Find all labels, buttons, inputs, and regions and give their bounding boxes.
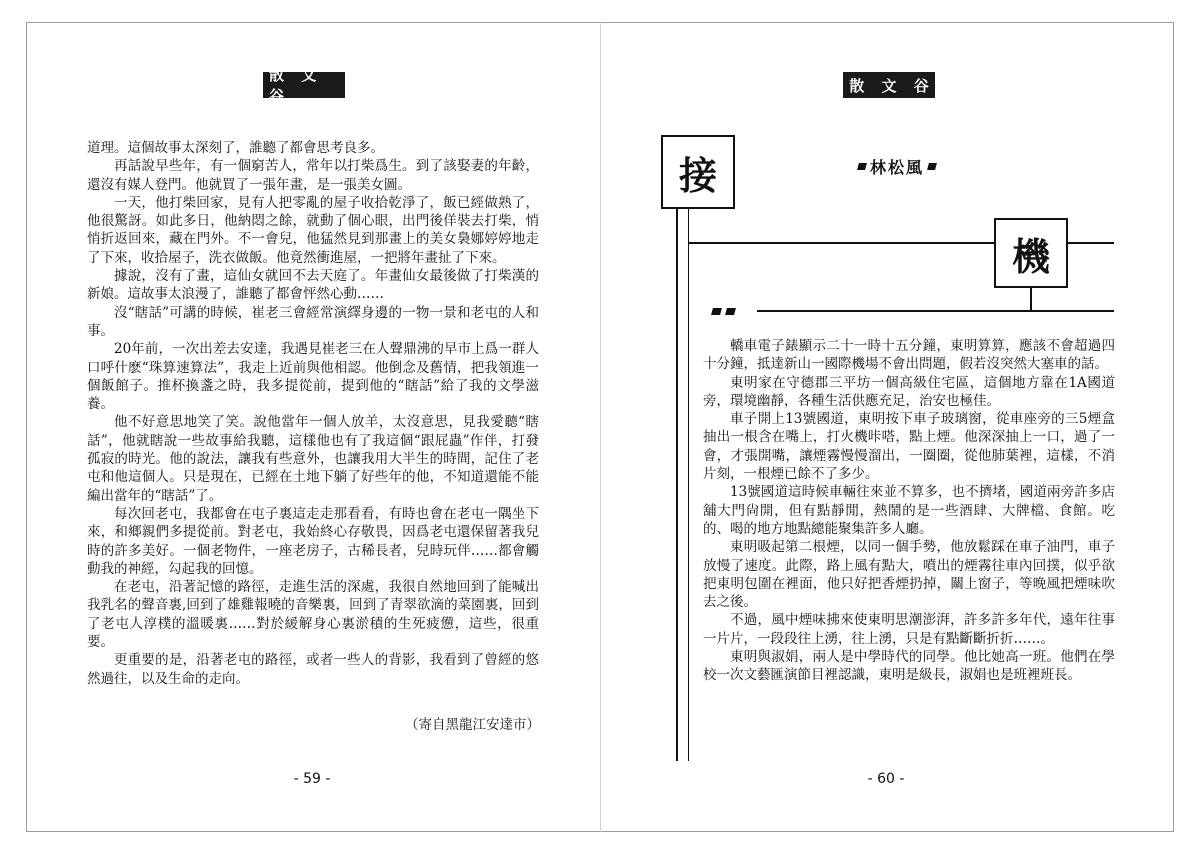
left-page-number: - 59 - bbox=[293, 771, 331, 787]
left-section-label: 散 文 谷 bbox=[263, 72, 345, 98]
paragraph: 沒“瞎話”可講的時候，崔老三會經常演繹身邊的一物一景和老屯的人和事。 bbox=[87, 304, 539, 339]
paragraph: 東明吸起第二根煙，以同一個手勢，他放鬆踩在車子油門，車子放慢了速度。此際，路上風有點大，噴出的煙霧往車內回撲，似乎欲把東明包圍在裡面，他只好把香煙扔掉，關上窗子，等晚風把煙味吹去之後。 bbox=[703, 539, 1115, 611]
page-gutter bbox=[600, 22, 601, 832]
square-bullet-icon bbox=[927, 163, 937, 170]
paragraph: 據說，沒有了畫，這仙女就回不去天庭了。年畫仙女最後做了打柴漢的新娘。這故事太浪漫了，誰聽了都會怦然心動…… bbox=[87, 268, 539, 303]
square-bullet-icon bbox=[711, 308, 722, 315]
author-name: 林松風 bbox=[869, 158, 924, 177]
paragraph: 13號國道這時候車輛往來並不算多，也不擠堵，國道兩旁許多店舖大門尙開，但有點靜閒，熱鬧的是一些酒肆、大牌檔、食館。吃的、喝的地方地點總能聚集許多人廳。 bbox=[703, 484, 1115, 537]
right-article-body bbox=[703, 337, 1115, 685]
right-section-label: 散 文 谷 bbox=[843, 72, 935, 98]
left-article-body bbox=[87, 139, 539, 688]
paragraph: 車子開上13號國道，東明按下車子玻璃窗，從車座旁的三5煙盒抽出一根含在嘴上，打火機咔嗒，點上煙。他深深抽上一口，過了一會，才張開嘴，讓煙霧慢慢溜出，一圈圈，從他肺葉裡，這樣，不消片刻，一根煙已餘不了多少。 bbox=[703, 411, 1115, 483]
paragraph: 更重要的是，沿著老屯的路徑，或者一些人的背影，我看到了曾經的悠然過往，以及生命的走向。 bbox=[87, 652, 539, 687]
paragraph: 轎車電子錶顯示二十一時十五分鐘，東明算算，應該不會超過四十分鐘，抵達新山一國際機場不會出問題，假若沒突然大塞車的話。 bbox=[703, 338, 1115, 373]
paragraph: 每次回老屯，我都會在屯子裏這走走那看看，有時也會在老屯一隅坐下來，和鄉親們多提從前。對老屯，我始終心存敬畏，因爲老屯還保留著我兒時的許多美好。一個老物件，一座老房子，古稀長者，兒時玩伴……都會觸動我的神經，勾起我的回憶。 bbox=[87, 505, 539, 577]
paragraph: 一天，他打柴回家，見有人把零亂的屋子收拾乾淨了，飯已經做熟了，他很驚訝。如此多日，他納悶之餘，就動了個心眼，出門後佯裝去打柴，悄悄折返回來，藏在門外。不一會兒，他猛然見到那畫上的美女裊娜婷婷地走了下來，收拾屋子，洗衣做飯。他竟然衝進屋，一把將年畫扯了下來。 bbox=[87, 194, 539, 266]
title-char: 機 bbox=[1011, 233, 1050, 279]
article-source: （寄自黑龍江安達市） bbox=[405, 717, 540, 733]
title-char-box-2 bbox=[994, 218, 1068, 288]
paragraph: 道理。這個故事太深刻了，誰聽了都會思考良多。 bbox=[87, 140, 384, 156]
title-frame-line bbox=[688, 209, 689, 761]
paragraph: 東明家在守德郡三平坊一個高級住宅區，這個地方靠在1A國道旁，環境幽靜，各種生活供應充足，治安也極佳。 bbox=[703, 374, 1115, 409]
square-bullet-icon bbox=[725, 308, 736, 315]
title-frame-line bbox=[676, 209, 678, 761]
paragraph: 東明與淑娟，兩人是中學時代的同學。他比她高一班。他們在學校一次文藝匯演節目裡認識，東明是級長，淑娟也是班裡班長。 bbox=[703, 649, 1115, 684]
title-char-box-1 bbox=[661, 135, 735, 209]
title-char: 接 bbox=[678, 152, 717, 198]
author-line bbox=[838, 155, 956, 178]
paragraph: 不過，風中煙味拂來使東明思潮澎湃，許多許多年代，遠年往事一片片，一段段往上湧，往上湧，只是有點斷斷折折……。 bbox=[703, 612, 1115, 647]
paragraph: 在老屯，沿著記憶的路徑，走進生活的深處，我很自然地回到了能喊出我乳名的聲音裏,回到了雄雞報曉的音樂裏，回到了青翠欲滴的菜園裏，回到了老屯人淳樸的溫暖裏……對於緩解身心裏淤積的生死疲憊，這些，很重要。 bbox=[87, 579, 539, 651]
title-frame-line bbox=[1030, 288, 1032, 312]
title-frame-line bbox=[1068, 242, 1114, 244]
title-frame-line bbox=[688, 242, 994, 244]
paragraph: 再話說早些年，有一個窮苦人，常年以打柴爲生。到了該娶妻的年齡，還沒有媒人登門。他就買了一張年畫，是一張美女圖。 bbox=[87, 158, 539, 193]
paragraph: 他不好意思地笑了笑。說他當年一個人放羊，太沒意思，見我愛聽“瞎話”，他就瞎說一些故事給我聽，這樣他也有了我這個“跟屁蟲”作伴，打發孤寂的時光。他的說法，讓我有些意外，也讓我用大半生的時間，記住了老屯和他這個人。只是現在，已經在土地下躺了好些年的他，不知道還能不能編出當年的“瞎話”了。 bbox=[87, 414, 539, 504]
right-page-number: - 60 - bbox=[867, 771, 905, 787]
section-divider-marks bbox=[712, 308, 735, 315]
paragraph: 20年前，一次出差去安達，我遇見崔老三在人聲鼎沸的早市上爲一群人口呼什麽“珠算速算法”，我走上近前與他相認。他倒念及舊情，把我領進一個飯館子。推杯換盞之時，我多提從前，提到他的“瞎話”給了我的文學滋養。 bbox=[87, 341, 539, 413]
title-frame-line bbox=[757, 310, 1114, 312]
square-bullet-icon bbox=[857, 163, 867, 170]
